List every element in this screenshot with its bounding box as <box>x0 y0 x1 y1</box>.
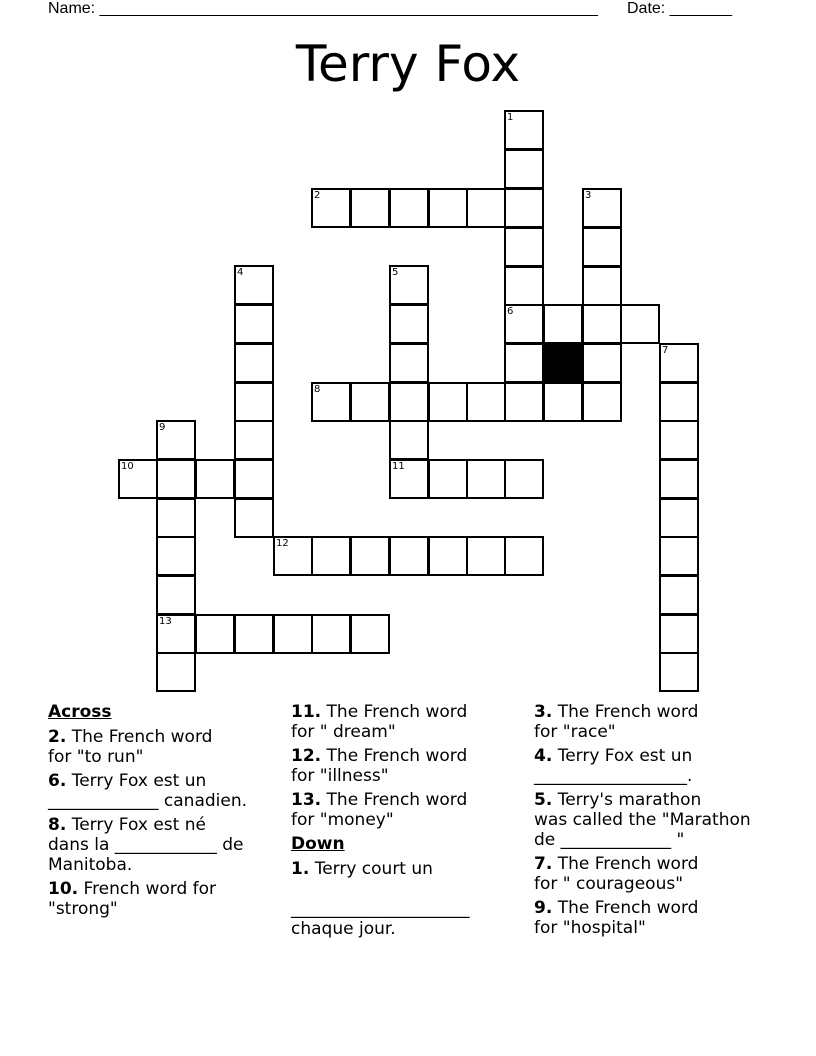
grid-cell[interactable] <box>504 304 544 344</box>
grid-cell[interactable] <box>659 382 699 422</box>
clue-number-label: 12. <box>291 746 322 766</box>
clue-number-label: 6. <box>48 771 67 791</box>
grid-cell[interactable] <box>234 420 274 460</box>
clue-text: The French word for "to run" <box>48 727 213 767</box>
clue-number: 13 <box>159 616 172 627</box>
name-field-label[interactable]: Name: ________________________________________________________ <box>48 0 598 17</box>
grid-cell[interactable] <box>504 227 544 267</box>
grid-cell[interactable] <box>350 614 390 654</box>
clue-number: 10 <box>121 461 134 472</box>
grid-cell-black <box>543 343 583 383</box>
grid-cell[interactable] <box>156 536 196 576</box>
grid-cell[interactable] <box>582 266 622 306</box>
grid-cell[interactable] <box>659 459 699 499</box>
down-heading: Down <box>291 834 345 854</box>
grid-cell[interactable] <box>582 343 622 383</box>
clue-number-label: 11. <box>291 702 322 722</box>
grid-cell[interactable] <box>389 188 429 228</box>
clue-number: 5 <box>392 267 399 278</box>
grid-cell[interactable] <box>582 304 622 344</box>
clue-number-label: 10. <box>48 879 79 899</box>
clue-number: 7 <box>662 345 669 356</box>
grid-cell[interactable] <box>659 498 699 538</box>
clue-across-6 <box>48 771 283 811</box>
clue-number-label: 5. <box>534 790 553 810</box>
clue-text: The French word for " courageous" <box>534 854 699 894</box>
grid-cell[interactable] <box>659 614 699 654</box>
clue-text: The French word for "hospital" <box>534 898 699 938</box>
grid-cell[interactable] <box>234 304 274 344</box>
grid-cell[interactable] <box>273 614 313 654</box>
clue-number-label: 2. <box>48 727 67 747</box>
grid-cell[interactable] <box>389 459 429 499</box>
grid-cell[interactable] <box>659 652 699 692</box>
clue-text: The French word for " dream" <box>291 702 468 742</box>
grid-cell[interactable] <box>311 188 351 228</box>
grid-cell[interactable] <box>311 614 351 654</box>
clue-number: 6 <box>507 306 514 317</box>
puzzle-title: Terry Fox <box>295 35 521 93</box>
clue-number-label: 1. <box>291 859 310 879</box>
grid-cell[interactable] <box>389 265 429 305</box>
grid-cell[interactable] <box>428 536 468 576</box>
grid-cell[interactable] <box>350 188 390 228</box>
grid-cell[interactable] <box>389 304 429 344</box>
clue-number: 11 <box>392 461 405 472</box>
grid-cell[interactable] <box>504 382 544 422</box>
grid-cell[interactable] <box>466 188 506 228</box>
clue-text: The French word for "money" <box>291 790 468 830</box>
grid-cell[interactable] <box>234 459 274 499</box>
grid-cell[interactable] <box>659 575 699 615</box>
clue-number: 3 <box>585 190 592 201</box>
grid-cell[interactable] <box>234 265 274 305</box>
grid-cell[interactable] <box>504 110 544 150</box>
grid-cell[interactable] <box>504 266 544 306</box>
grid-cell[interactable] <box>428 459 468 499</box>
across-clues-column-1 <box>48 702 283 923</box>
clue-number: 12 <box>276 538 289 549</box>
clue-down-3 <box>534 702 794 742</box>
grid-cell[interactable] <box>582 227 622 267</box>
grid-cell[interactable] <box>466 536 506 576</box>
grid-cell[interactable] <box>582 188 622 228</box>
clue-across-13 <box>291 790 526 830</box>
clue-number-label: 4. <box>534 746 553 766</box>
down-clues-column-3 <box>534 702 794 942</box>
clue-text: The French word for "illness" <box>291 746 468 786</box>
grid-cell[interactable] <box>620 304 660 344</box>
clue-number-label: 13. <box>291 790 322 810</box>
grid-cell[interactable] <box>234 343 274 383</box>
clue-across-8 <box>48 815 283 875</box>
grid-cell[interactable] <box>466 459 506 499</box>
grid-cell[interactable] <box>156 614 196 654</box>
grid-cell[interactable] <box>156 498 196 538</box>
clue-text: Terry court un _____________________ chaque jour. <box>291 859 470 939</box>
clue-text: Terry Fox est un __________________. <box>534 746 693 786</box>
clue-number-label: 7. <box>534 854 553 874</box>
grid-cell[interactable] <box>156 420 196 460</box>
grid-cell[interactable] <box>156 652 196 692</box>
grid-cell[interactable] <box>428 382 468 422</box>
grid-cell[interactable] <box>504 536 544 576</box>
date-field-label[interactable]: Date: _______ <box>627 0 732 17</box>
grid-cell[interactable] <box>504 459 544 499</box>
grid-cell[interactable] <box>273 536 313 576</box>
clue-text: Terry's marathon was called the "Marathon de _____________ " <box>534 790 751 850</box>
grid-cell[interactable] <box>234 614 274 654</box>
grid-cell[interactable] <box>466 382 506 422</box>
grid-cell[interactable] <box>504 343 544 383</box>
clue-number-label: 9. <box>534 898 553 918</box>
across-heading: Across <box>48 702 112 722</box>
clue-text: French word for "strong" <box>48 879 217 919</box>
grid-cell[interactable] <box>582 382 622 422</box>
clue-number: 9 <box>159 422 166 433</box>
grid-cell[interactable] <box>543 304 583 344</box>
grid-cell[interactable] <box>156 459 196 499</box>
grid-cell[interactable] <box>389 536 429 576</box>
clue-across-11 <box>291 702 526 742</box>
grid-cell[interactable] <box>428 188 468 228</box>
grid-cell[interactable] <box>659 343 699 383</box>
clue-number-label: 8. <box>48 815 67 835</box>
grid-cell[interactable] <box>118 459 158 499</box>
grid-cell[interactable] <box>234 382 274 422</box>
grid-cell[interactable] <box>659 536 699 576</box>
grid-cell[interactable] <box>504 149 544 189</box>
clue-down-9 <box>534 898 794 938</box>
clue-across-2 <box>48 727 283 767</box>
clue-down-5 <box>534 790 794 850</box>
grid-cell[interactable] <box>543 382 583 422</box>
clue-number: 1 <box>507 112 514 123</box>
grid-cell[interactable] <box>389 382 429 422</box>
clue-down-7 <box>534 854 794 894</box>
grid-cell[interactable] <box>659 420 699 460</box>
clues-column-2 <box>291 702 526 943</box>
clue-down-4 <box>534 746 794 786</box>
grid-cell[interactable] <box>350 536 390 576</box>
grid-cell[interactable] <box>389 420 429 460</box>
clue-across-12 <box>291 746 526 786</box>
grid-cell[interactable] <box>195 614 235 654</box>
clue-number: 2 <box>314 190 321 201</box>
grid-cell[interactable] <box>311 382 351 422</box>
clue-text: The French word for "race" <box>534 702 699 742</box>
grid-cell[interactable] <box>234 498 274 538</box>
clue-text: Terry Fox est un _____________ canadien. <box>48 771 248 811</box>
grid-cell[interactable] <box>195 459 235 499</box>
grid-cell[interactable] <box>311 536 351 576</box>
clue-across-10 <box>48 879 283 919</box>
grid-cell[interactable] <box>156 575 196 615</box>
clue-number: 4 <box>237 267 244 278</box>
grid-cell[interactable] <box>389 343 429 383</box>
grid-cell[interactable] <box>350 382 390 422</box>
clue-number-label: 3. <box>534 702 553 722</box>
clue-down-1 <box>291 859 526 939</box>
grid-cell[interactable] <box>504 188 544 228</box>
clue-number: 8 <box>314 384 321 395</box>
clue-text: Terry Fox est né dans la ____________ de Manitoba. <box>48 815 244 875</box>
